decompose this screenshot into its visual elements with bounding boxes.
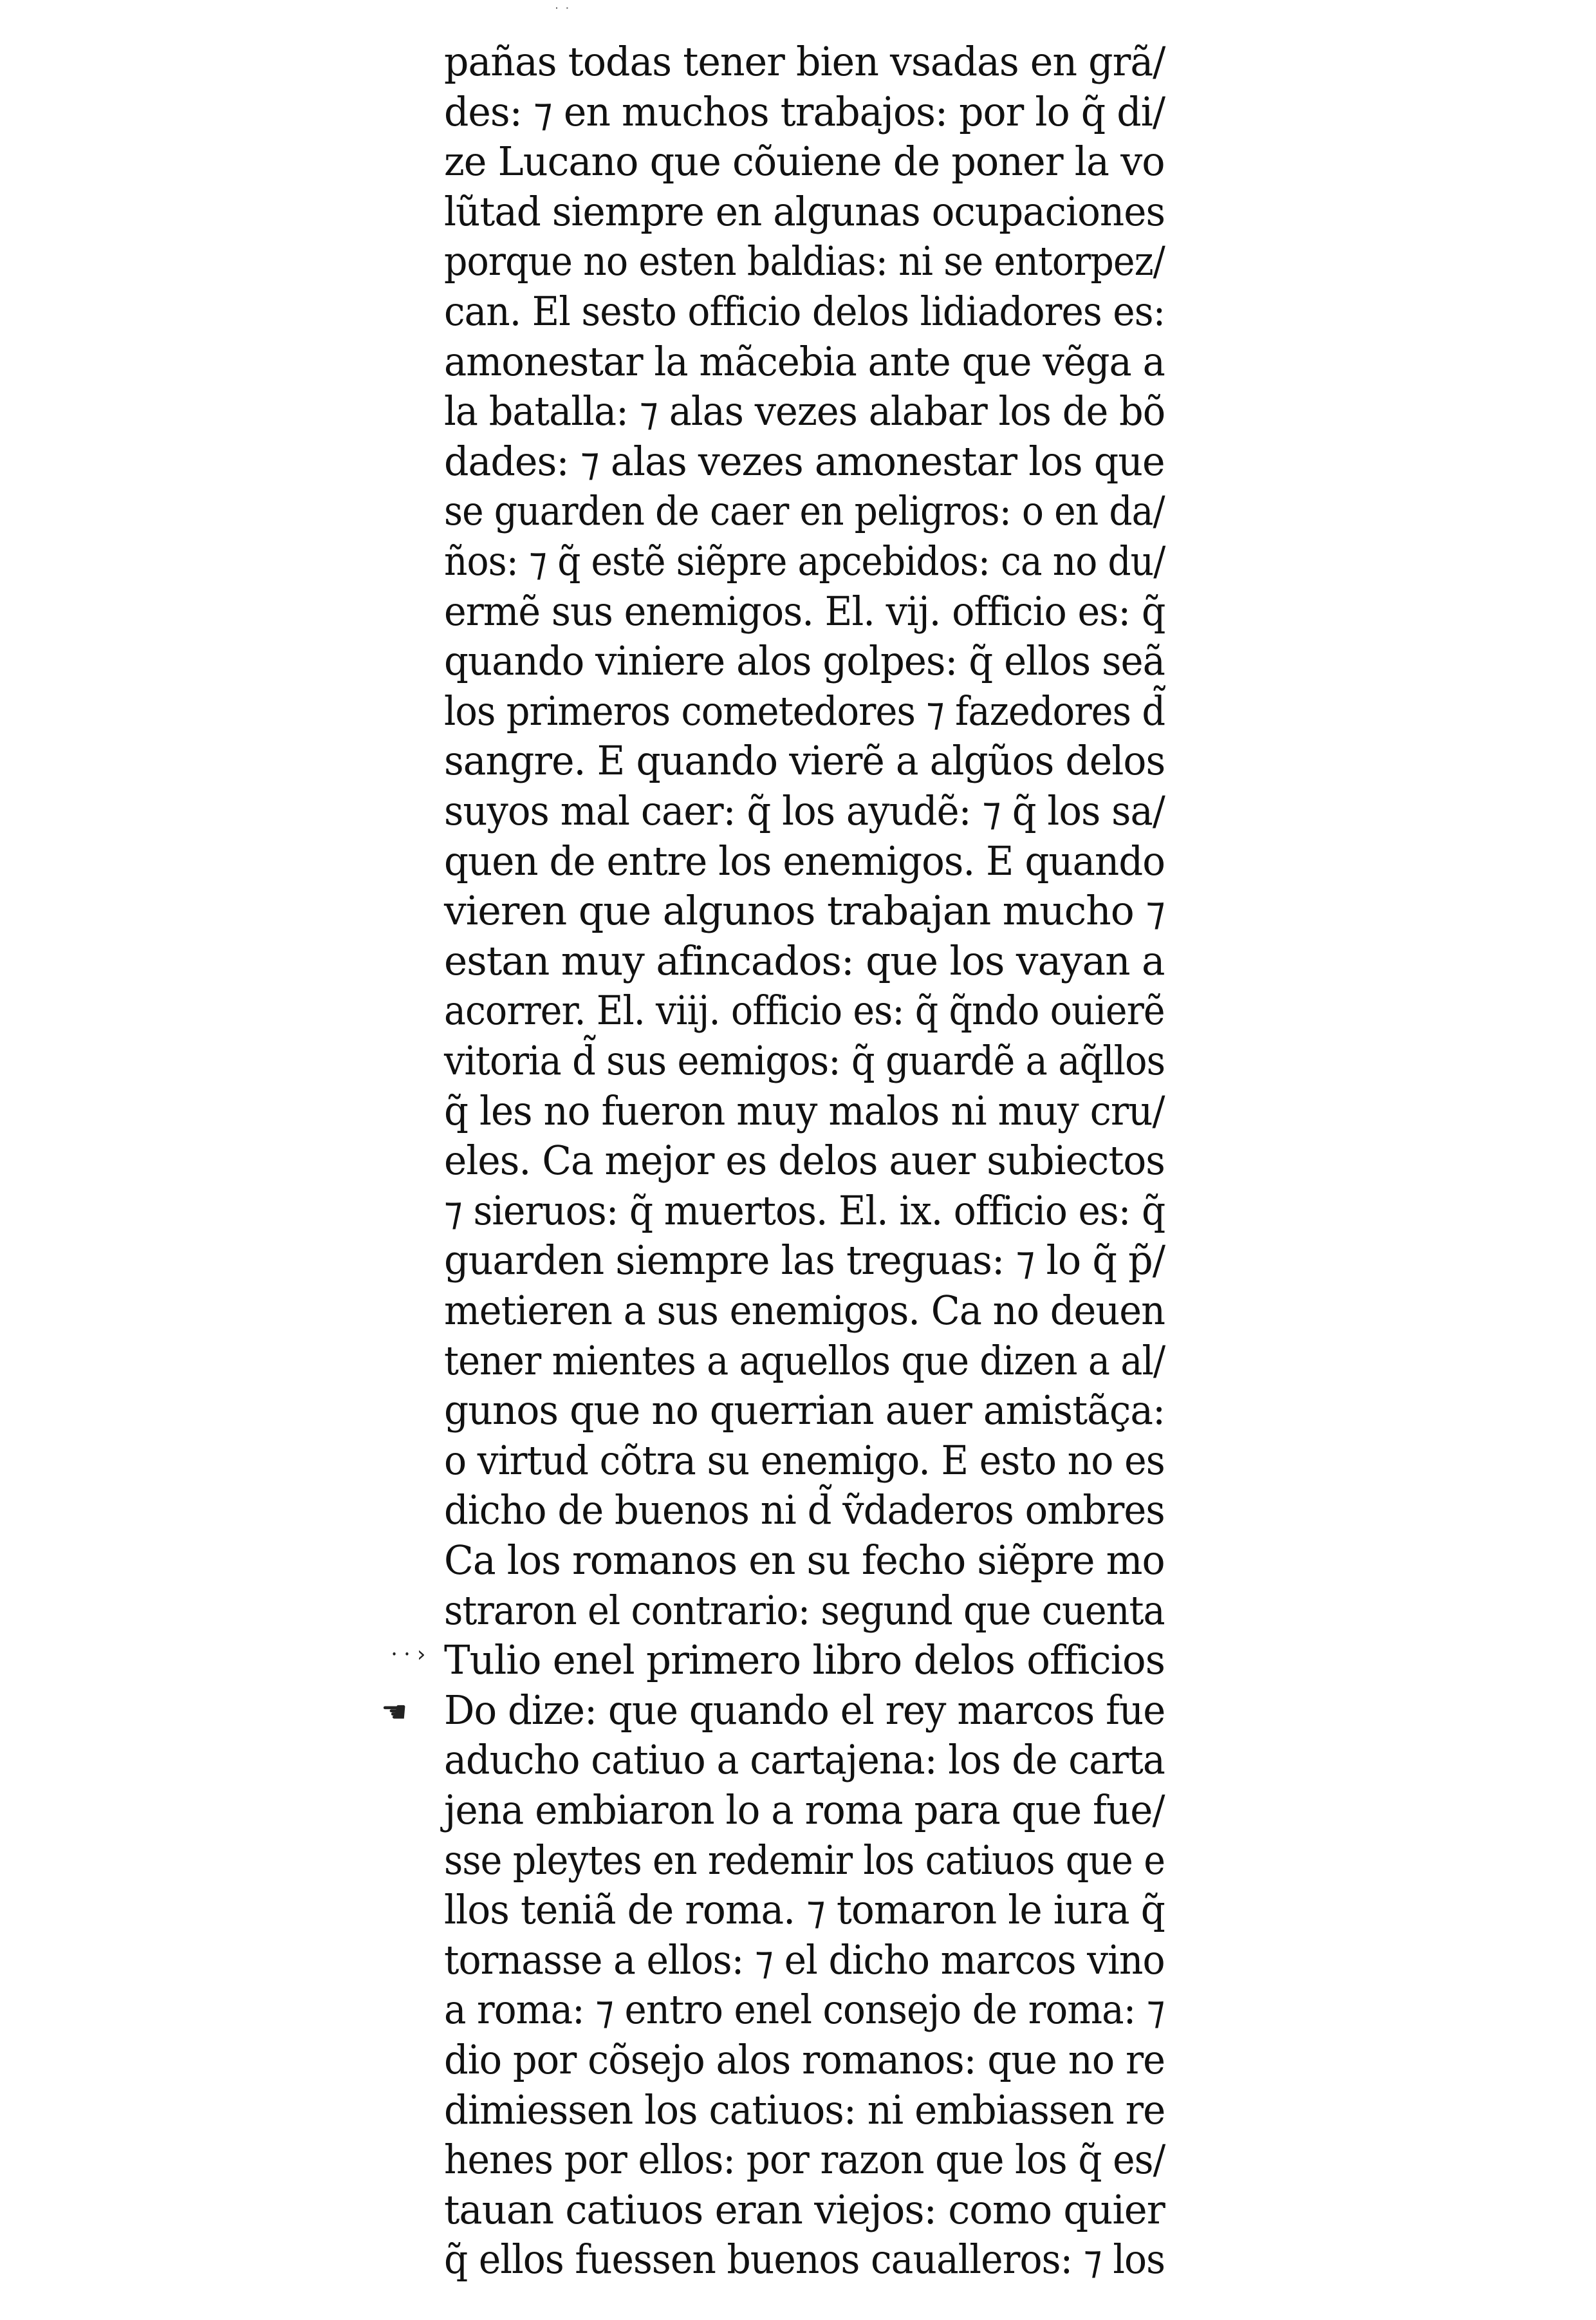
text-line: dades: ⁊ alas vezes amonestar los que [444,437,1165,485]
text-line: quen de entre los enemigos. E quando [444,837,1165,884]
text-line: tener mientes a aquellos que dizen a al/ [444,1336,1165,1384]
top-margin-specks: ˙ ˙ [553,5,571,21]
text-line: suyos mal caer: q̃ los ayudẽ: ⁊ q̃ los sa/ [444,787,1165,834]
text-line: quando viniere alos golpes: q̃ ellos seã [444,637,1165,685]
text-line: vieren que algunos trabajan mucho ⁊ [444,887,1165,935]
text-line: q̃ les no fueron muy malos ni muy cru/ [444,1087,1165,1134]
text-line: aducho catiuo a cartajena: los de carta [444,1736,1165,1784]
text-line: la batalla: ⁊ alas vezes alabar los de bõ [444,388,1165,435]
text-line: des: ⁊ en muchos trabajos: por lo q̃ di/ [444,88,1165,135]
text-line: estan muy afincados: que los vayan a [444,937,1165,984]
text-line: sangre. E quando vierẽ a algũos delos [444,737,1165,785]
text-line: a roma: ⁊ entro enel consejo de roma: ⁊ [444,1986,1165,2034]
text-line: sse pleytes en redemir los catiuos que e [444,1836,1165,1884]
text-line: Ca los romanos en su fecho siẽpre mo [444,1537,1165,1584]
text-line: q̃ ellos fuessen buenos caualleros: ⁊ los [444,2236,1165,2283]
text-line: jena embiaron lo a roma para que fue/ [444,1786,1165,1833]
text-line: tauan catiuos eran viejos: como quier [444,2185,1165,2233]
text-line: metieren a sus enemigos. Ca no deuen [444,1287,1165,1334]
marginal-mark: ⸱ ⸱ › [391,1642,426,1667]
text-line: tornasse a ellos: ⁊ el dicho marcos vino [444,1936,1165,1983]
text-line: ⁊ sieruos: q̃ muertos. El. ix. officio es: q̃ [444,1186,1165,1234]
text-line: ze Lucano que cõuiene de poner la vo [444,138,1165,185]
text-line: dio por cõsejo alos romanos: que no re [444,2036,1165,2083]
text-line: guarden siempre las treguas: ⁊ lo q̃ p̃/ [444,1237,1165,1284]
text-line: llos teniã de roma. ⁊ tomaron le iura q̃ [444,1886,1165,1934]
text-line: porque no esten baldias: ni se entorpez/ [444,238,1165,285]
text-line: se guarden de caer en peligros: o en da/ [444,487,1165,535]
text-line: los primeros cometedores ⁊ fazedores d̃ [444,687,1165,734]
text-line: o virtud cõtra su enemigo. E esto no es [444,1436,1165,1484]
text-line: amonestar la mãcebia ante que vẽga a [444,337,1165,385]
text-line: pañas todas tener bien vsadas en grã/ [444,38,1165,85]
text-line: gunos que no querrian auer amistãça: [444,1387,1165,1434]
text-line: dicho de buenos ni d̃ ṽdaderos ombres [444,1486,1165,1534]
text-line: ermẽ sus enemigos. El. vij. officio es: q̃ [444,587,1165,635]
text-line: ños: ⁊ q̃ estẽ siẽpre apcebidos: ca no du/ [444,538,1165,585]
text-line: eles. Ca mejor es delos auer subiectos [444,1137,1165,1184]
text-line: dimiessen los catiuos: ni embiassen re [444,2086,1165,2133]
text-line: vitoria d̃ sus eemigos: q̃ guardẽ a aq̃llos [444,1037,1165,1084]
text-line: lũtad siempre en algunas ocupaciones [444,187,1165,235]
text-line: henes por ellos: por razon que los q̃ es/ [444,2136,1165,2184]
text-line: Do dize: que quando el rey marcos fue [444,1686,1165,1734]
text-line: can. El sesto officio delos lidiadores es: [444,288,1165,335]
text-column [444,37,1184,2290]
text-line: Tulio enel primero libro delos officios [444,1636,1165,1684]
text-line: straron el contrario: segund que cuenta [444,1586,1165,1634]
text-line: acorrer. El. viij. officio es: q̃ q̃ndo ouierẽ [444,987,1165,1034]
manicule-icon: ☚ [381,1694,408,1729]
